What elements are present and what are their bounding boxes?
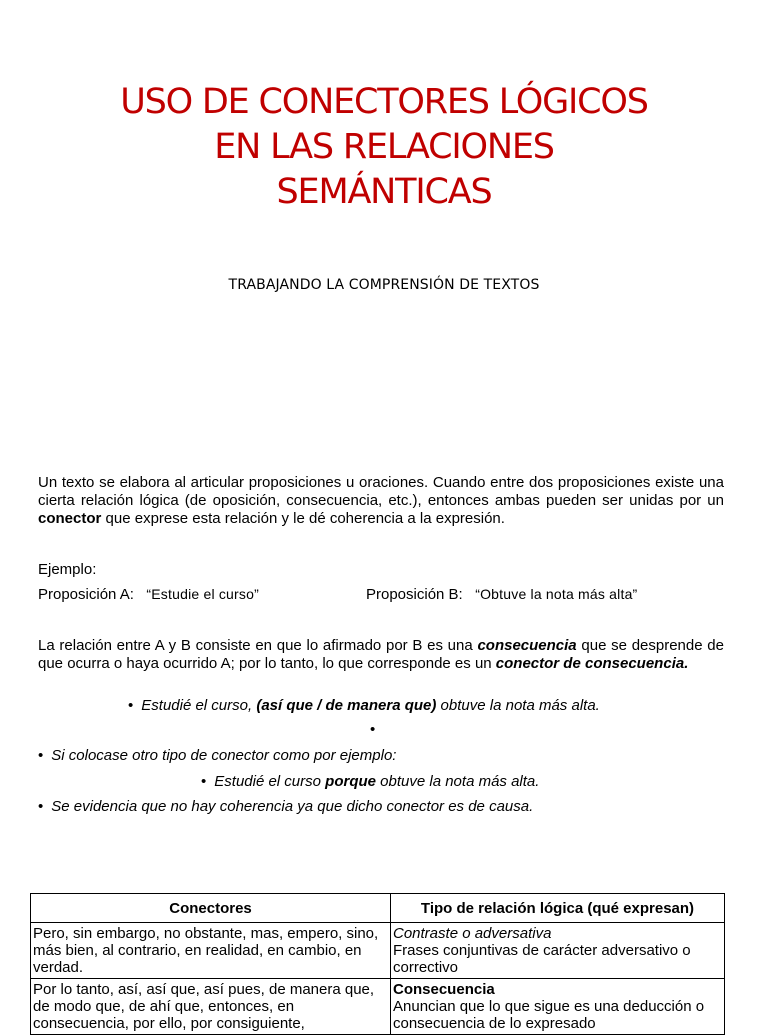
proposition-b-text: “Obtuve la nota más alta” (475, 586, 638, 602)
evidence-note: • Se evidencia que no hay coherencia ya que dicho conector es de causa. (38, 798, 534, 815)
relation-type-description: Anuncian que lo que sigue es una deducción o consecuencia de lo expresado (393, 998, 705, 1032)
connector-term: conector (38, 510, 102, 527)
proposition-b-label: Proposición B: (366, 586, 463, 603)
example-sentence-1: • Estudié el curso, (así que / de manera que) obtuve la nota más alta. (128, 697, 600, 714)
title-line-3: SEMÁNTICAS (276, 172, 492, 212)
example-sentence-2: • Estudié el curso porque obtuve la nota más alta. (201, 773, 540, 790)
empty-bullet (370, 721, 375, 738)
proposition-a-label: Proposición A: (38, 586, 134, 603)
connector-highlight: (así que / de manera que) (256, 697, 437, 714)
bullet: • (128, 697, 134, 714)
relation-type-description: Frases conjuntivas de carácter adversativo o correctivo (393, 942, 691, 976)
intro-paragraph: Un texto se elabora al articular proposiciones u oraciones. Cuando entre dos proposiciones existe una cierta relación lógica (de oposición, consecuencia, etc.), entonces ambas pueden ser unidas por un conector que exprese esta relación y le dé coherencia a la expresión. (38, 474, 724, 527)
consequence-connector-term: conector de consecuencia. (495, 655, 689, 672)
relation-type-cell (391, 923, 725, 979)
consequence-term: consecuencia (477, 637, 577, 654)
column-header: Tipo de relación lógica (qué expresan) (391, 894, 725, 923)
relation-type-title: Consecuencia (393, 981, 495, 998)
bullet: • (38, 798, 44, 815)
relation-type-cell (391, 979, 725, 1035)
example-label: Ejemplo: (38, 561, 97, 578)
bullet: • (38, 747, 44, 764)
other-connector-note: • Si colocase otro tipo de conector como por ejemplo: (38, 747, 397, 764)
column-header: Conectores (31, 894, 391, 923)
bullet: • (370, 721, 376, 738)
connectors-cell: Pero, sin embargo, no obstante, mas, empero, sino, más bien, al contrario, en realidad, en cambio, en verdad. (31, 923, 391, 979)
proposition-b (366, 586, 637, 603)
table-row (31, 923, 725, 979)
relation-type-title: Contraste o adversativa (393, 925, 552, 942)
document-title (0, 80, 768, 215)
proposition-a (38, 586, 259, 603)
table-row (31, 979, 725, 1035)
title-line-1: USO DE CONECTORES LÓGICOS (120, 82, 648, 122)
connectors-cell: Por lo tanto, así, así que, así pues, de manera que, de modo que, de ahí que, entonces, en consecuencia, por ello, por consiguiente, (31, 979, 391, 1035)
proposition-a-text: “Estudie el curso” (146, 586, 259, 602)
bullet: • (201, 773, 207, 790)
connector-highlight: porque (325, 773, 376, 790)
relation-paragraph: La relación entre A y B consiste en que lo afirmado por B es una consecuencia que se desprende de que ocurra o haya ocurrido A; por lo tanto, lo que corresponde es un conector de consecuencia. (38, 637, 724, 672)
title-line-2: EN LAS RELACIONES (214, 127, 554, 167)
connectors-table (30, 893, 725, 1035)
document-subtitle: TRABAJANDO LA COMPRENSIÓN DE TEXTOS (228, 277, 540, 293)
table-header-row (31, 894, 725, 923)
